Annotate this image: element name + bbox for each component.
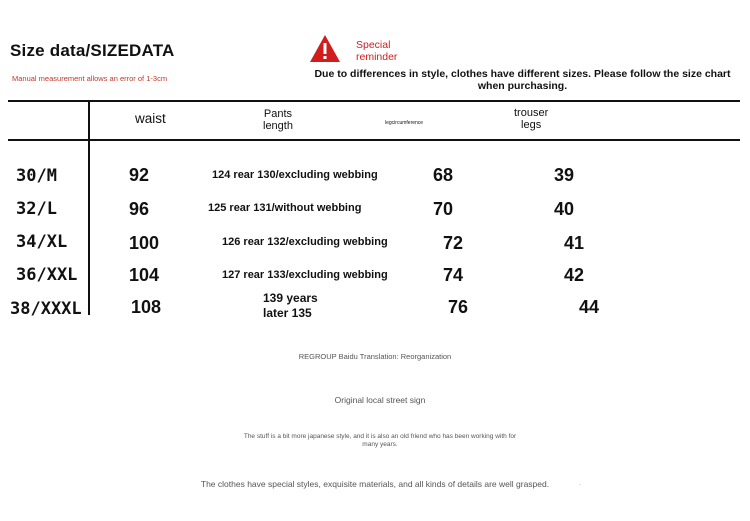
- column-header-pants-length: [263, 108, 293, 132]
- pants-length-value: 126 rear 132/excluding webbing: [222, 236, 388, 248]
- trouser-legs-line-2: legs: [521, 119, 542, 131]
- pants-length-line-2: later 135: [263, 306, 312, 320]
- translation-note: REGROUP Baidu Translation: Reorganization: [298, 352, 452, 361]
- pants-length-value: 127 rear 133/excluding webbing: [222, 269, 388, 281]
- footer-mark: .: [579, 480, 581, 487]
- pants-length-line-1: 139 years: [263, 291, 318, 305]
- style-note: [215, 433, 545, 449]
- size-label: 30/M: [16, 166, 57, 186]
- table-header-border: [8, 139, 740, 141]
- waist-value: 96: [129, 199, 150, 219]
- trouser-legs-value: 41: [564, 233, 585, 253]
- size-label: 38/XXXL: [10, 299, 82, 319]
- pants-length-line-2: length: [263, 120, 293, 132]
- warning-icon: [309, 34, 341, 63]
- column-header-waist: waist: [135, 111, 166, 126]
- waist-value: 108: [131, 297, 162, 317]
- pants-length-value: [263, 291, 318, 321]
- waist-value: 100: [129, 233, 160, 253]
- leg-circumference-value: 72: [443, 233, 464, 253]
- table-size-divider: [88, 100, 90, 315]
- pants-length-line-1: Pants: [263, 108, 293, 120]
- size-label: 32/L: [16, 199, 57, 219]
- leg-circumference-value: 76: [448, 297, 469, 317]
- details-note: The clothes have special styles, exquisite materials, and all kinds of details are well grasped.: [200, 479, 550, 489]
- trouser-legs-value: 44: [579, 297, 600, 317]
- waist-value: 92: [129, 165, 150, 185]
- reminder-line-1: Special: [356, 39, 391, 51]
- trouser-legs-value: 40: [554, 199, 575, 219]
- waist-value: 104: [129, 265, 160, 285]
- column-header-leg-circumference: legcircumference: [385, 120, 424, 126]
- leg-circumference-value: 70: [433, 199, 454, 219]
- trouser-legs-value: 39: [554, 165, 575, 185]
- page-title: Size data/SIZEDATA: [10, 41, 175, 60]
- size-label: 34/XL: [16, 232, 68, 252]
- style-note-line-1: The stuff is a bit more japanese style, and it is also an old friend who has been working with for: [243, 433, 517, 440]
- table-top-border: [8, 100, 740, 102]
- leg-circumference-value: 74: [443, 265, 464, 285]
- column-header-trouser-legs: [514, 107, 548, 131]
- measurement-note: Manual measurement allows an error of 1-3cm: [12, 74, 168, 83]
- reminder-line-2: reminder: [356, 51, 398, 63]
- size-notice: Due to differences in style, clothes have different sizes. Please follow the size chart when purchasing.: [314, 68, 731, 92]
- leg-circumference-value: 68: [433, 165, 454, 185]
- trouser-legs-line-1: trouser: [514, 107, 549, 119]
- street-sign-note: Original local street sign: [334, 395, 426, 405]
- style-note-line-2: many years.: [362, 441, 398, 448]
- size-label: 36/XXL: [16, 265, 78, 285]
- pants-length-value: 124 rear 130/excluding webbing: [212, 169, 378, 181]
- trouser-legs-value: 42: [564, 265, 585, 285]
- pants-length-value: 125 rear 131/without webbing: [208, 202, 362, 214]
- special-reminder: [356, 39, 397, 63]
